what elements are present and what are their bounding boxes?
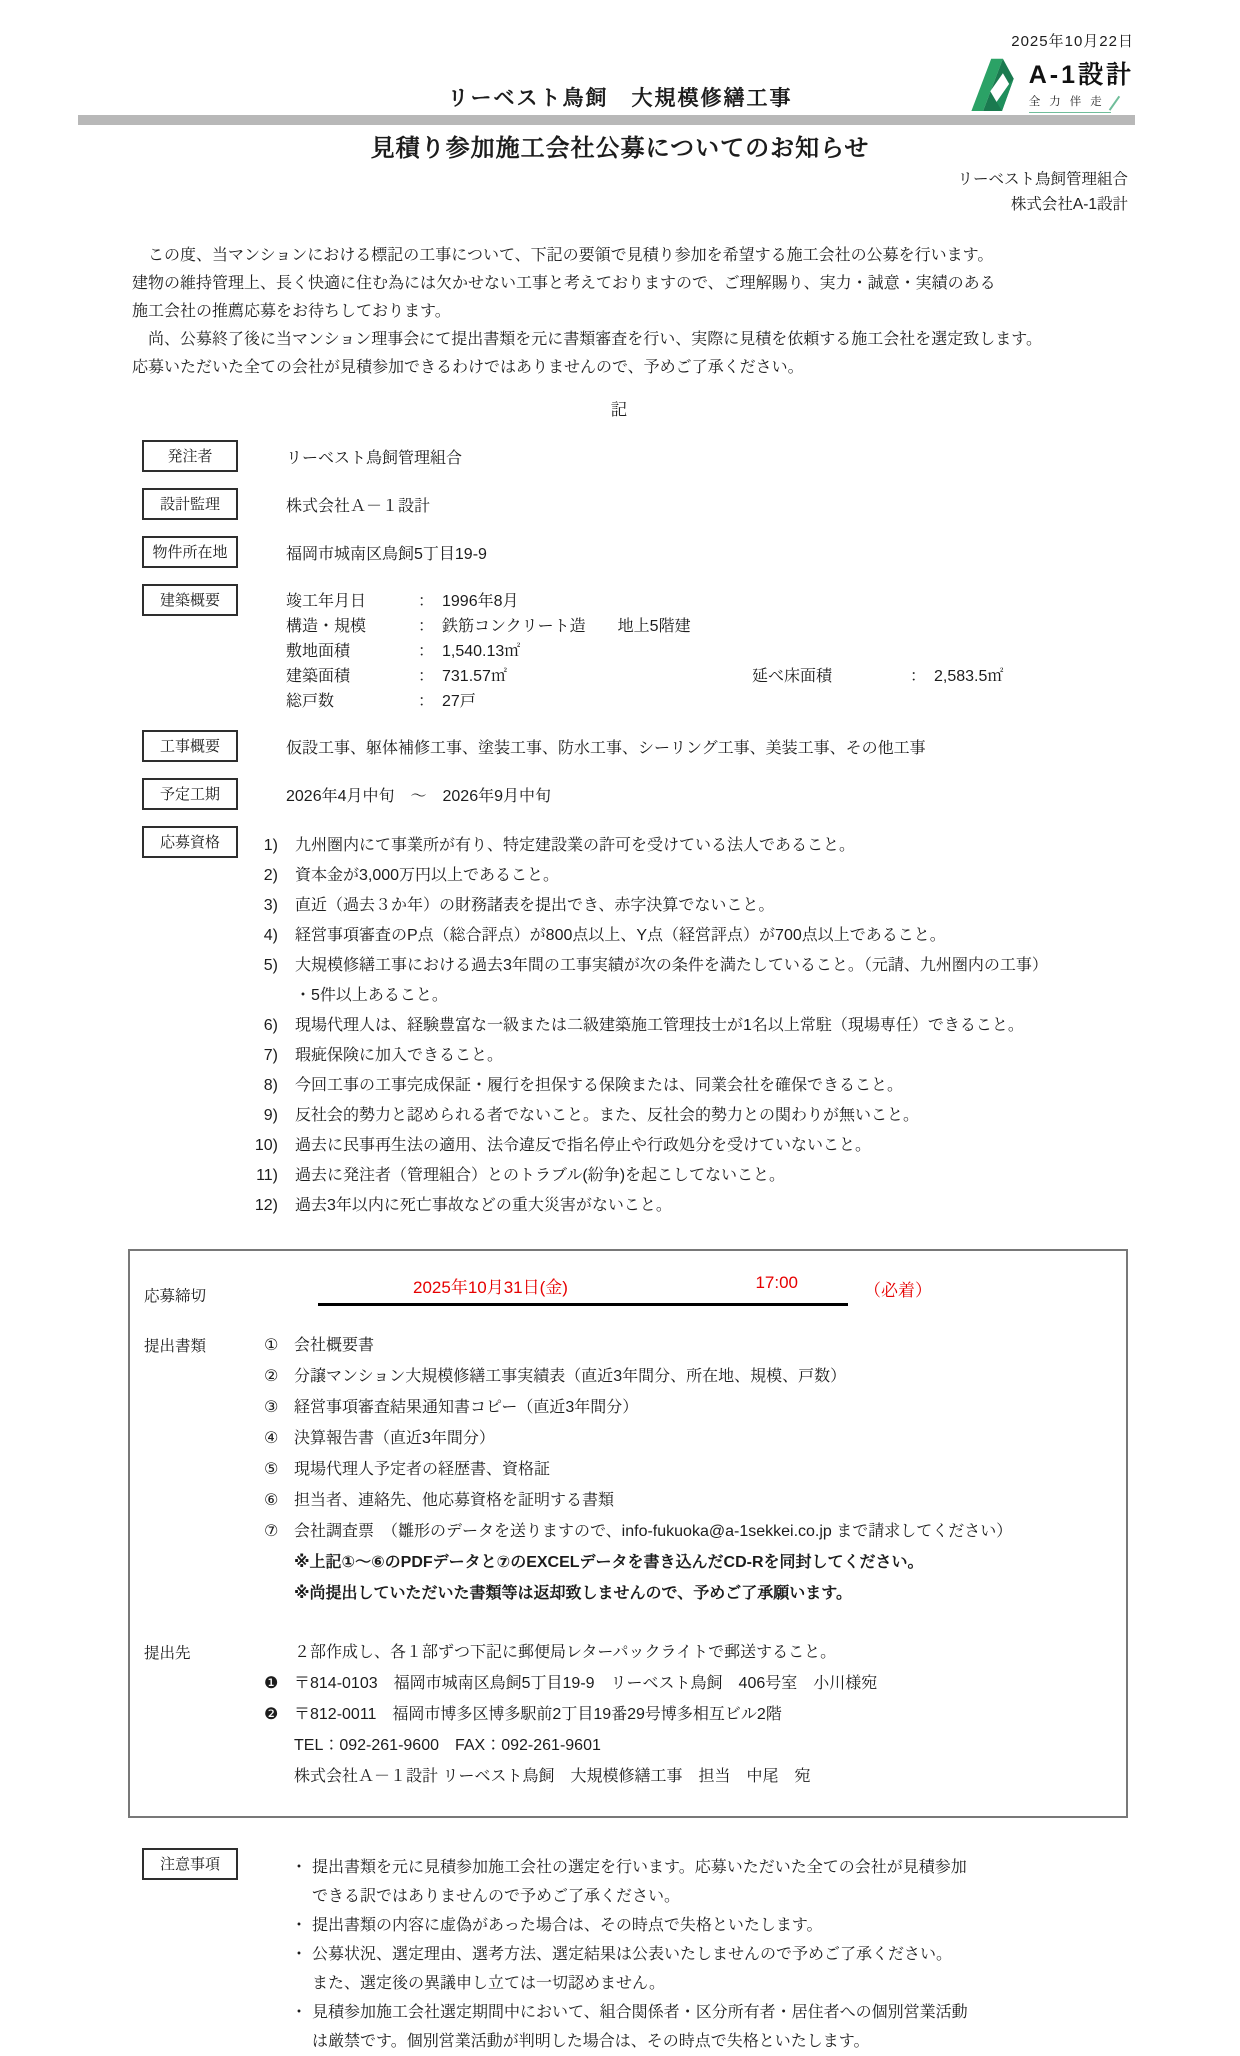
row-building-overview <box>0 584 1240 714</box>
address-number-icon: ❶ <box>264 1674 279 1692</box>
document-item <box>264 1516 1012 1547</box>
item-text: 現場代理人予定者の経歴書、資格証 <box>294 1460 551 1478</box>
qualification-item <box>244 1191 1048 1221</box>
item-text: 担当者、連絡先、他応募資格を証明する書類 <box>294 1491 615 1509</box>
deadline-date: 2025年10月31日(金) <box>413 1277 568 1297</box>
item-number: 11) <box>256 1166 278 1184</box>
submission-recipient: 株式会社Ａ－１設計 リーベスト鳥飼 大規模修繕工事 担当 中尾 宛 <box>294 1767 811 1785</box>
bullet-icon: ・ <box>290 1945 307 1963</box>
item-number: ⑦ <box>264 1522 279 1540</box>
note-item <box>286 1911 968 1940</box>
value-orderer: リーベスト鳥飼管理組合 <box>286 449 463 467</box>
item-number: 12) <box>254 1196 278 1214</box>
item-text: 大規模修繕工事における過去3年間の工事実績が次の条件を満たしていること。（元請、九州圏内の工事） <box>295 956 1048 974</box>
row-property-address <box>0 536 1240 568</box>
note-lines <box>312 1940 952 1998</box>
document-item <box>264 1361 1012 1392</box>
row-schedule <box>0 778 1240 810</box>
document-item <box>264 1423 1012 1454</box>
submission-body <box>264 1637 877 1792</box>
qualification-item <box>244 831 1048 861</box>
building-key: 竣工年月日 <box>286 592 367 610</box>
item-number: ④ <box>264 1429 279 1447</box>
qualifications-list <box>244 826 1048 1221</box>
address-text: 〒814-0103 福岡市城南区鳥飼5丁目19-9 リーベスト鳥飼 406号室 小川様宛 <box>294 1674 878 1692</box>
building-value: 731.57㎡ <box>442 667 507 685</box>
sender-line: リーベスト鳥飼管理組合 <box>957 171 1128 188</box>
building-line <box>286 639 1003 664</box>
item-text: 過去に民事再生法の適用、法令違反で指名停止や行政処分を受けていないこと。 <box>295 1136 872 1154</box>
intro-line: この度、当マンションにおける標記の工事について、下記の要領で見積り参加を希望する施工会社の公募を行います。 <box>132 246 994 264</box>
row-qualifications <box>0 826 1240 1221</box>
item-text: 直近（過去３か年）の財務諸表を提出でき、赤字決算でないこと。 <box>295 896 775 914</box>
building-value: 27戸 <box>442 692 476 710</box>
item-text: 決算報告書（直近3年間分） <box>294 1429 495 1447</box>
item-number: ③ <box>264 1398 279 1416</box>
item-number: 6) <box>263 1016 278 1034</box>
item-number: 4) <box>263 926 278 944</box>
building-value: 2,583.5㎡ <box>934 667 1004 685</box>
qualification-item <box>244 921 1048 951</box>
deadline-row <box>130 1273 1126 1306</box>
note-line: 提出書類の内容に虚偽があった場合は、その時点で失格といたします。 <box>312 1916 823 1934</box>
item-number: 9) <box>263 1106 278 1124</box>
building-overview-body <box>286 584 1003 714</box>
item-number: ⑤ <box>264 1460 279 1478</box>
building-key: 総戸数 <box>286 692 335 710</box>
item-number: ① <box>264 1336 279 1354</box>
document-item <box>264 1392 1012 1423</box>
item-number: 5) <box>263 956 278 974</box>
qualification-item <box>244 891 1048 921</box>
note-line: は厳禁です。個別営業活動が判明した場合は、その時点で失格といたします。 <box>312 2032 870 2050</box>
building-key: 建築面積 <box>286 667 351 685</box>
item-number: 8) <box>263 1076 278 1094</box>
note-item <box>286 1940 968 1998</box>
label-notes: 注意事項 <box>142 1848 238 1880</box>
colon: ： <box>418 692 435 710</box>
label-design-supervision: 設計監理 <box>142 488 238 520</box>
sender-block <box>0 168 1240 218</box>
label-schedule: 予定工期 <box>142 778 238 810</box>
submission-contact: TEL：092-261-9600 FAX：092-261-9601 <box>294 1736 601 1754</box>
deadline-time: 17:00 <box>755 1272 798 1292</box>
building-key: 構造・規模 <box>286 617 367 635</box>
note-lines <box>312 1998 968 2056</box>
item-text: 現場代理人は、経験豊富な一級または二級建築施工管理技士が1名以上常駐（現場専任）できること。 <box>295 1016 1024 1034</box>
qualification-item <box>244 951 1048 981</box>
note-lines <box>312 1911 823 1940</box>
qualification-subitem: ・5件以上あること。 <box>295 986 448 1004</box>
row-orderer <box>0 440 1240 472</box>
page-title: リーベスト鳥飼 大規模修繕工事 <box>447 87 793 110</box>
item-text: 過去3年以内に死亡事故などの重大災害がないこと。 <box>295 1196 672 1214</box>
building-value: 鉄筋コンクリート造 地上5階建 <box>442 617 691 635</box>
row-design-supervision <box>0 488 1240 520</box>
item-text: 過去に発注者（管理組合）とのトラブル(紛争)を起こしてないこと。 <box>295 1166 786 1184</box>
documents-note: ※上記①～⑥のPDFデータと⑦のEXCELデータを書き込んだCD-Rを同封してください。 <box>294 1553 924 1571</box>
documents-list <box>264 1330 1012 1609</box>
colon: ： <box>418 617 435 635</box>
intro-line: 施工会社の推薦応募をお待ちしております。 <box>132 302 451 320</box>
building-key: 延べ床面積 <box>752 667 833 685</box>
colon: ： <box>418 592 435 610</box>
building-value: 1,540.13㎡ <box>442 642 521 660</box>
label-orderer: 発注者 <box>142 440 238 472</box>
building-line <box>286 614 1003 639</box>
bullet-icon: ・ <box>290 2003 307 2021</box>
page-subtitle: 見積り参加施工会社公募についてのお知らせ <box>370 135 870 162</box>
label-building-overview: 建築概要 <box>142 584 238 616</box>
value-property-address: 福岡市城南区鳥飼5丁目19-9 <box>286 545 487 563</box>
note-line: 見積参加施工会社選定期間中において、組合関係者・区分所有者・居住者への個別営業活動 <box>312 2003 968 2021</box>
item-text: 九州圏内にて事業所が有り、特定建設業の許可を受けている法人であること。 <box>295 836 856 854</box>
colon: ： <box>418 642 435 660</box>
item-number: 3) <box>263 896 278 914</box>
note-line: 公募状況、選定理由、選考方法、選定結果は公表いたしませんので予めご了承ください。 <box>312 1945 953 1963</box>
note-line: 提出書類を元に見積参加施工会社の選定を行います。応募いただいた全ての会社が見積参加 <box>312 1858 967 1876</box>
qualification-item <box>244 1101 1048 1131</box>
item-text: 会社概要書 <box>294 1336 375 1354</box>
submission-address <box>264 1668 877 1699</box>
value-schedule: 2026年4月中旬 ～ 2026年9月中旬 <box>286 787 551 805</box>
item-number: 10) <box>254 1136 278 1154</box>
qualification-item <box>244 861 1048 891</box>
item-text: 反社会的勢力と認められる者でないこと。また、反社会的勢力との関わりが無いこと。 <box>295 1106 920 1124</box>
logo-brand-text: A-1設計 <box>1028 61 1134 89</box>
address-text: 〒812-0011 福岡市博多区博多駅前2丁目19番29号博多相互ビル2階 <box>294 1705 782 1723</box>
document-date: 2025年10月22日 <box>1011 33 1134 50</box>
item-text: 経営事項審査のP点（総合評点）が800点以上、Y点（経営評点）が700点以上であること。 <box>295 926 946 944</box>
item-text: 会社調査票 （雛形のデータを送りますので、info-fukuoka@a-1sekkei.co.jp まで請求してください） <box>294 1522 1013 1540</box>
document-item <box>264 1454 1012 1485</box>
row-notes <box>0 1848 1240 2056</box>
note-line: また、選定後の異議申し立ては一切認めません。 <box>312 1974 665 1992</box>
note-lines <box>312 1853 967 1911</box>
item-number: 1) <box>263 836 278 854</box>
item-text: 今回工事の工事完成保証・履行を担保する保険または、同業会社を確保できること。 <box>295 1076 904 1094</box>
intro-paragraphs <box>132 242 1180 382</box>
item-text: 資本金が3,000万円以上であること。 <box>295 866 560 884</box>
row-construction-overview <box>0 730 1240 762</box>
document-header <box>0 0 1240 168</box>
note-item <box>286 1998 968 2056</box>
bullet-icon: ・ <box>290 1858 307 1876</box>
label-property-address: 物件所在地 <box>142 536 238 568</box>
label-construction-overview: 工事概要 <box>142 730 238 762</box>
document-item <box>264 1485 1012 1516</box>
qualification-item <box>244 1041 1048 1071</box>
item-number: ⑥ <box>264 1491 279 1509</box>
address-number-icon: ❷ <box>264 1705 279 1723</box>
colon: ： <box>418 667 435 685</box>
qualification-item <box>244 1011 1048 1041</box>
item-text: 瑕疵保険に加入できること。 <box>295 1046 504 1064</box>
kicker-mark: 記 <box>610 400 630 419</box>
qualification-item <box>244 1071 1048 1101</box>
logo-tagline-text: 全力伴走 <box>1029 93 1111 113</box>
building-value: 1996年8月 <box>442 592 519 610</box>
submission-address <box>264 1699 877 1730</box>
building-key: 敷地面積 <box>286 642 351 660</box>
intro-line: 建物の維持管理上、長く快適に住む為には欠かせない工事と考えておりますので、ご理解賜り、実力・誠意・実績のある <box>132 274 996 292</box>
sender-line: 株式会社A-1設計 <box>1010 195 1128 213</box>
value-construction-overview: 仮設工事、躯体補修工事、塗装工事、防水工事、シーリング工事、美装工事、その他工事 <box>286 739 926 757</box>
intro-line: 応募いただいた全ての会社が見積参加できるわけではありませんので、予めご了承ください。 <box>132 358 804 376</box>
deadline-underline <box>318 1273 848 1306</box>
title-divider-bar <box>78 115 1135 125</box>
documents-row <box>130 1330 1126 1609</box>
value-design-supervision: 株式会社Ａ－１設計 <box>286 497 431 515</box>
note-item <box>286 1853 968 1911</box>
item-text: 経営事項審査結果通知書コピー（直近3年間分） <box>294 1398 639 1416</box>
intro-line: 尚、公募終了後に当マンション理事会にて提出書類を元に書類審査を行い、実際に見積を依頼する施工会社を選定致します。 <box>132 330 1043 348</box>
documents-note: ※尚提出していただいた書類等は返却致しませんので、予めご了承願います。 <box>294 1584 852 1602</box>
building-line <box>286 689 1003 714</box>
note-line: できる訳ではありませんので予めご了承ください。 <box>312 1887 681 1905</box>
qualification-item <box>244 1161 1048 1191</box>
document-item <box>264 1330 1012 1361</box>
building-line <box>286 589 1003 614</box>
application-box <box>128 1249 1128 1818</box>
item-number: ② <box>264 1367 279 1385</box>
submission-intro: ２部作成し、各１部ずつ下記に郵便局レターパックライトで郵送すること。 <box>294 1643 837 1661</box>
item-number: 7) <box>263 1046 278 1064</box>
qualification-item <box>244 1131 1048 1161</box>
label-documents: 提出書類 <box>144 1337 207 1355</box>
label-deadline: 応募締切 <box>144 1287 207 1305</box>
colon: ： <box>910 667 927 685</box>
building-line <box>286 664 1003 689</box>
label-qualifications: 応募資格 <box>142 826 238 858</box>
submission-row <box>130 1637 1126 1792</box>
item-number: 2) <box>263 866 278 884</box>
notes-list <box>286 1848 968 2056</box>
deadline-note: （必着） <box>864 1280 932 1300</box>
bullet-icon: ・ <box>290 1916 307 1934</box>
label-submission: 提出先 <box>144 1644 191 1662</box>
item-text: 分譲マンション大規模修繕工事実績表（直近3年間分、所在地、規模、戸数） <box>294 1367 847 1385</box>
